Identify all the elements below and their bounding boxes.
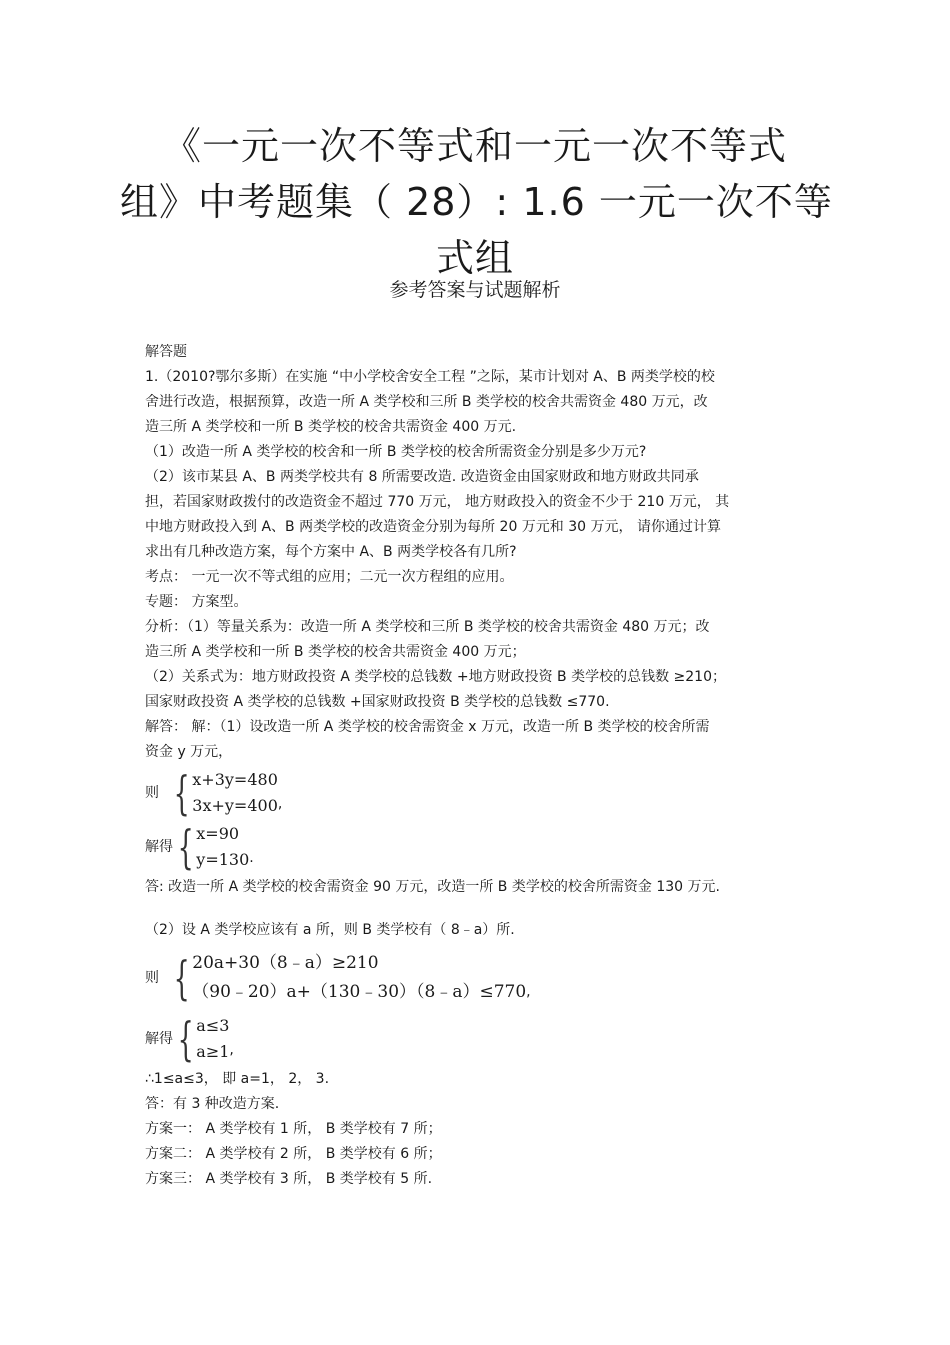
jiede-label: 解得 xyxy=(145,1030,173,1047)
document-body xyxy=(145,340,815,1192)
left-brace-icon: { xyxy=(173,766,190,820)
question-line: （1）改造一所 A 类学校的校舍和一所 B 类学校的校舍所需资金分别是多少万元? xyxy=(145,444,647,460)
analysis-line: 造三所 A 类学校和一所 B 类学校的校舍共需资金 400 万元； xyxy=(145,644,526,660)
zhuanti-line: 专题： 方案型。 xyxy=(145,594,248,610)
question-line: 中地方财政投入到 A、B 两类学校的改造资金分别为每所 20 万元和 30 万元， 请你通过计算 xyxy=(145,519,721,535)
document-title xyxy=(120,118,833,286)
punctuation: , xyxy=(526,984,531,1000)
punctuation: , xyxy=(277,796,283,812)
question-line: 1.（2010?鄂尔多斯）在实施 “中小学校舍安全工程 ”之际，某市计划对 A、B 两类学校的校 xyxy=(145,369,715,385)
question-line: 求出有几种改造方案，每个方案中 A、B 两类学校各有几所? xyxy=(145,544,517,560)
question-line: （2）该市某县 A、B 两类学校共有 8 所需要改造. 改造资金由国家财政和地方财政共同承 xyxy=(145,469,699,485)
therefore-line: ∴1≤a≤3， 即 a=1， 2， 3. xyxy=(145,1071,330,1087)
inequality: 20a+30（8﹣a）≥210 xyxy=(192,953,379,973)
title-line-1: 《一元一次不等式和一元一次不等式 xyxy=(162,124,787,168)
equation-system-1 xyxy=(145,767,815,819)
jiede-label: 解得 xyxy=(145,838,173,855)
title-line-2: 组》中考题集（ 28）: 1.6 一元一次不等 xyxy=(120,180,833,224)
ze-label: 则 xyxy=(145,969,159,986)
equation: y=130 xyxy=(196,850,250,869)
inequality: （90﹣20）a+（130﹣30）（8﹣a）≤770 xyxy=(192,982,527,1002)
answer-line: 答: 改造一所 A 类学校的校舍需资金 90 万元，改造一所 B 类学校的校舍所需资金 130 万元. xyxy=(145,879,720,895)
analysis-line: （2）关系式为：地方财政投资 A 类学校的总钱数 +地方财政投资 B 类学校的总钱数 ≥210； xyxy=(145,669,726,685)
document-subtitle: 参考答案与试题解析 xyxy=(389,279,561,301)
equation: x=90 xyxy=(196,824,240,843)
equation: x+3y=480 xyxy=(192,770,278,789)
plan-line: 方案二： A 类学校有 2 所， B 类学校有 6 所； xyxy=(145,1146,442,1162)
plan-line: 方案一： A 类学校有 1 所， B 类学校有 7 所； xyxy=(145,1121,442,1137)
left-brace-icon: { xyxy=(173,951,190,1005)
inequality: a≤3 xyxy=(196,1016,230,1035)
equation-system-2 xyxy=(145,821,815,873)
plan-line: 方案三： A 类学校有 3 所， B 类学校有 5 所. xyxy=(145,1171,433,1187)
analysis-line: 国家财政投资 A 类学校的总钱数 +国家财政投资 B 类学校的总钱数 ≤770. xyxy=(145,694,610,710)
analysis-line: 分析：（1）等量关系为：改造一所 A 类学校和三所 B 类学校的校舍共需资金 480 万元；改 xyxy=(145,619,710,635)
question-line: 造三所 A 类学校和一所 B 类学校的校舍共需资金 400 万元. xyxy=(145,419,517,435)
left-brace-icon: { xyxy=(177,1012,194,1066)
equation: 3x+y=400 xyxy=(192,796,278,815)
punctuation: , xyxy=(229,1042,234,1058)
solution-line: 资金 y 万元， xyxy=(145,744,233,760)
punctuation: . xyxy=(249,850,254,866)
title-line-3: 式组 xyxy=(435,236,514,280)
left-brace-icon: { xyxy=(177,820,194,874)
inequality-system-2 xyxy=(145,1013,815,1065)
ze-label: 则 xyxy=(145,784,159,801)
solution-line: 解答： 解：（1）设改造一所 A 类学校的校舍需资金 x 万元，改造一所 B 类学校的校舍所需 xyxy=(145,719,710,735)
question-line: 舍进行改造，根据预算，改造一所 A 类学校和三所 B 类学校的校舍共需资金 480 万元，改 xyxy=(145,394,708,410)
part2-line: （2）设 A 类学校应该有 a 所，则 B 类学校有（ 8﹣a）所. xyxy=(145,922,515,938)
section-heading: 解答题 xyxy=(145,344,187,360)
inequality-system-1 xyxy=(145,949,815,1007)
inequality: a≥1 xyxy=(196,1042,230,1061)
kaodian-line: 考点： 一元一次不等式组的应用；二元一次方程组的应用。 xyxy=(145,569,514,585)
question-line: 担，若国家财政拨付的改造资金不超过 770 万元， 地方财政投入的资金不少于 210 万元， 其 xyxy=(145,494,730,510)
answer-line: 答：有 3 种改造方案. xyxy=(145,1096,280,1112)
